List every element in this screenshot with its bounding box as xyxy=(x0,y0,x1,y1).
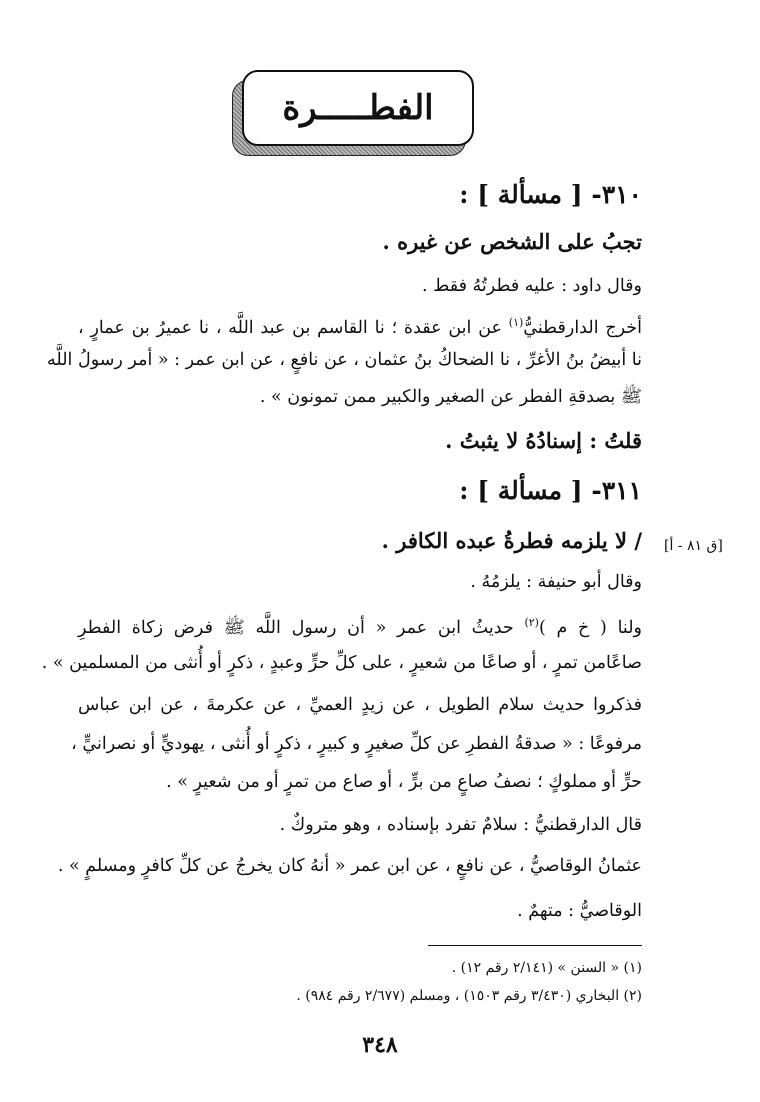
footnote-ref-1[interactable]: (١) xyxy=(508,316,524,329)
sallam-hadith-line: فذكروا حديث سلام الطويل ، عن زيدٍ العميِّ ، عن عكرمةَ ، عن ابن عباس xyxy=(78,695,642,715)
daraqutni-name: أخرج الدارقطنيُّ xyxy=(523,317,642,338)
bukhari-muslim-line xyxy=(78,616,642,642)
title-frame-box xyxy=(242,70,474,146)
manuscript-margin-note: [ق ٨١ - أ] xyxy=(664,538,723,554)
hadith-continuation: صاعًامن تمرٍ ، أو صاعًا من شعيرٍ ، على كلِّ حرٍّ وعبدٍ ، ذكرٍ أو أُنثى من المسلمين » . xyxy=(41,653,642,673)
abu-hanifa-opinion: وقال أبو حنيفة : يلزمُهُ . xyxy=(470,572,642,592)
waqqasi-report: عثمانُ الوقاصيُّ ، عن نافعٍ ، عن ابن عمر « أنهُ كان يخرجُ عن كلِّ كافرٍ ومسلمٍ » . xyxy=(57,856,642,876)
chapter-title-frame xyxy=(232,70,476,154)
isnad-continuation: عن ابن عقدة ؛ نا القاسم بن عبد اللَّه ، نا عميرُ بن عمارٍ ، xyxy=(78,317,509,338)
hadith-sadaqat-fitr: ﷺ بصدقةِ الفطر عن الصغير والكبير ممن تمونون » . xyxy=(259,387,642,407)
page-number: ٣٤٨ xyxy=(362,1032,398,1058)
isnad-chain-line: نا أبيضُ بنُ الأغرِّ ، نا الضحاكُ بنُ عثمان ، عن نافعٍ ، عن ابن عمر : « أمر رسولُ اللَّه xyxy=(47,350,642,370)
footnote-1: (١) « السنن » (٢/١٤١ رقم ١٢) . xyxy=(451,960,642,976)
footnote-divider xyxy=(428,945,642,946)
marfu-continuation: حرٍّ أو مملوكٍ ؛ نصفُ صاعٍ من برٍّ ، أو صاع من تمرٍ أو من شعيرٍ » . xyxy=(166,772,642,792)
waqqasi-judgement: الوقاصيُّ : متهمٌ . xyxy=(517,901,642,921)
footnote-2: (٢) البخاري (٣/٤٣٠ رقم ١٥٠٣) ، ومسلم (٢/٦٧٧ رقم ٩٨٤) . xyxy=(296,988,642,1004)
ibn-umar-hadith: حديثُ ابن عمر « أن رسول اللَّه ﷺ فرض زكاة الفطرِ xyxy=(78,618,525,638)
footnote-ref-2[interactable]: (٢) xyxy=(524,616,539,630)
evidence-intro: ولنا ( خ م ) xyxy=(538,618,642,638)
daraqutni-isnad-line xyxy=(78,316,642,338)
author-comment: قلتُ : إسنادُهُ لا يثبتُ . xyxy=(445,428,642,453)
chapter-title: الفطـــــرة xyxy=(282,88,434,128)
daraqutni-judgement: قال الدارقطنيُّ : سلامٌ تفرد بإسناده ، وهو متروكٌ . xyxy=(279,815,642,835)
issue-311-ruling: / لا يلزمه فطرةُ عبده الكافر . xyxy=(381,528,642,553)
dawud-opinion: وقال داود : عليه فطرتُهُ فقط . xyxy=(422,276,642,296)
issue-311-heading: ٣١١- [ مسألة ] : xyxy=(459,476,642,505)
issue-310-ruling: تجبُ على الشخص عن غيره . xyxy=(382,229,642,254)
issue-310-heading: ٣١٠- [ مسألة ] : xyxy=(459,180,642,209)
marfu-line: مرفوعًا : « صدقةُ الفطرِ عن كلِّ صغيرٍ و كبيرٍ ، ذكرٍ أو أُنثى ، يهوديٍّ أو نصرانيٍّ ، xyxy=(71,734,642,754)
